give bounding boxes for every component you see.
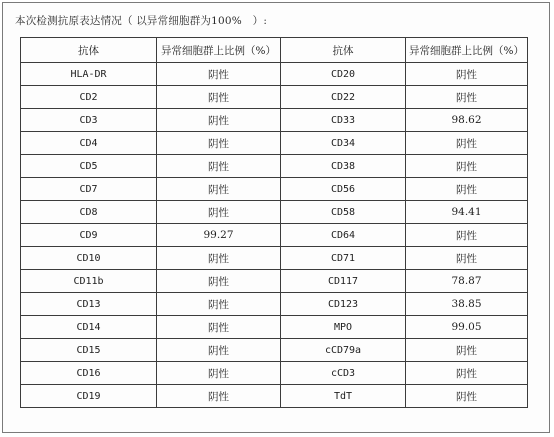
ratio-right-cell: 阴性 (406, 362, 528, 385)
ratio-right-cell: 阴性 (406, 224, 528, 247)
antibody-right-cell: MPO (281, 316, 406, 339)
ratio-left-cell: 阴性 (157, 270, 281, 293)
ratio-right-cell: 阴性 (406, 385, 528, 408)
header-ratio-right: 异常细胞群上比例（%） (406, 38, 528, 63)
ratio-right-cell: 阴性 (406, 132, 528, 155)
ratio-right-cell: 阴性 (406, 86, 528, 109)
ratio-left-cell: 阴性 (157, 316, 281, 339)
table-row (21, 155, 528, 178)
ratio-right-cell: 阴性 (406, 155, 528, 178)
table-row (21, 109, 528, 132)
antibody-right-cell: CD117 (281, 270, 406, 293)
ratio-left-cell: 阴性 (157, 385, 281, 408)
ratio-right-cell: 阴性 (406, 63, 528, 86)
table-row (21, 293, 528, 316)
table-row (21, 270, 528, 293)
antibody-right-cell: cCD79a (281, 339, 406, 362)
antibody-left-cell: CD8 (21, 201, 157, 224)
ratio-right-cell: 98.62 (406, 109, 528, 132)
table-row (21, 316, 528, 339)
ratio-left-cell: 阴性 (157, 178, 281, 201)
antibody-right-cell: CD38 (281, 155, 406, 178)
ratio-right-cell: 99.05 (406, 316, 528, 339)
antibody-left-cell: CD4 (21, 132, 157, 155)
report-frame (2, 2, 550, 433)
table-row (21, 86, 528, 109)
antibody-left-cell: CD13 (21, 293, 157, 316)
ratio-left-cell: 阴性 (157, 132, 281, 155)
antibody-right-cell: CD33 (281, 109, 406, 132)
table-row (21, 385, 528, 408)
table-row (21, 178, 528, 201)
antibody-right-cell: CD22 (281, 86, 406, 109)
antibody-right-cell: CD58 (281, 201, 406, 224)
antibody-left-cell: CD10 (21, 247, 157, 270)
antibody-right-cell: TdT (281, 385, 406, 408)
antibody-left-cell: CD14 (21, 316, 157, 339)
ratio-right-cell: 38.85 (406, 293, 528, 316)
antibody-right-cell: cCD3 (281, 362, 406, 385)
antibody-right-cell: CD64 (281, 224, 406, 247)
ratio-left-cell: 99.27 (157, 224, 281, 247)
header-antibody-right: 抗体 (281, 38, 406, 63)
antibody-right-cell: CD20 (281, 63, 406, 86)
header-row (21, 38, 528, 63)
ratio-right-cell: 94.41 (406, 201, 528, 224)
antibody-left-cell: CD15 (21, 339, 157, 362)
ratio-left-cell: 阴性 (157, 109, 281, 132)
antibody-left-cell: CD9 (21, 224, 157, 247)
antibody-right-cell: CD71 (281, 247, 406, 270)
ratio-left-cell: 阴性 (157, 293, 281, 316)
antibody-left-cell: CD2 (21, 86, 157, 109)
ratio-left-cell: 阴性 (157, 201, 281, 224)
ratio-right-cell: 阴性 (406, 247, 528, 270)
table-row (21, 247, 528, 270)
ratio-right-cell: 78.87 (406, 270, 528, 293)
table-row (21, 362, 528, 385)
antibody-left-cell: CD11b (21, 270, 157, 293)
table-row (21, 224, 528, 247)
table-row (21, 63, 528, 86)
antibody-right-cell: CD34 (281, 132, 406, 155)
antibody-left-cell: CD5 (21, 155, 157, 178)
table-row (21, 201, 528, 224)
antigen-expression-table (20, 37, 528, 408)
ratio-left-cell: 阴性 (157, 63, 281, 86)
ratio-left-cell: 阴性 (157, 155, 281, 178)
antibody-left-cell: CD19 (21, 385, 157, 408)
header-ratio-left: 异常细胞群上比例（%） (157, 38, 281, 63)
ratio-left-cell: 阴性 (157, 339, 281, 362)
ratio-right-cell: 阴性 (406, 178, 528, 201)
table-row (21, 339, 528, 362)
antibody-left-cell: HLA-DR (21, 63, 157, 86)
ratio-right-cell: 阴性 (406, 339, 528, 362)
ratio-left-cell: 阴性 (157, 247, 281, 270)
antibody-right-cell: CD123 (281, 293, 406, 316)
header-antibody-left: 抗体 (21, 38, 157, 63)
antibody-left-cell: CD3 (21, 109, 157, 132)
ratio-left-cell: 阴性 (157, 362, 281, 385)
table-row (21, 132, 528, 155)
ratio-left-cell: 阴性 (157, 86, 281, 109)
table-body (21, 63, 528, 408)
antibody-left-cell: CD7 (21, 178, 157, 201)
antibody-right-cell: CD56 (281, 178, 406, 201)
table-caption: 本次检测抗原表达情况（ 以异常细胞群为100% ）: (15, 15, 268, 27)
antibody-left-cell: CD16 (21, 362, 157, 385)
